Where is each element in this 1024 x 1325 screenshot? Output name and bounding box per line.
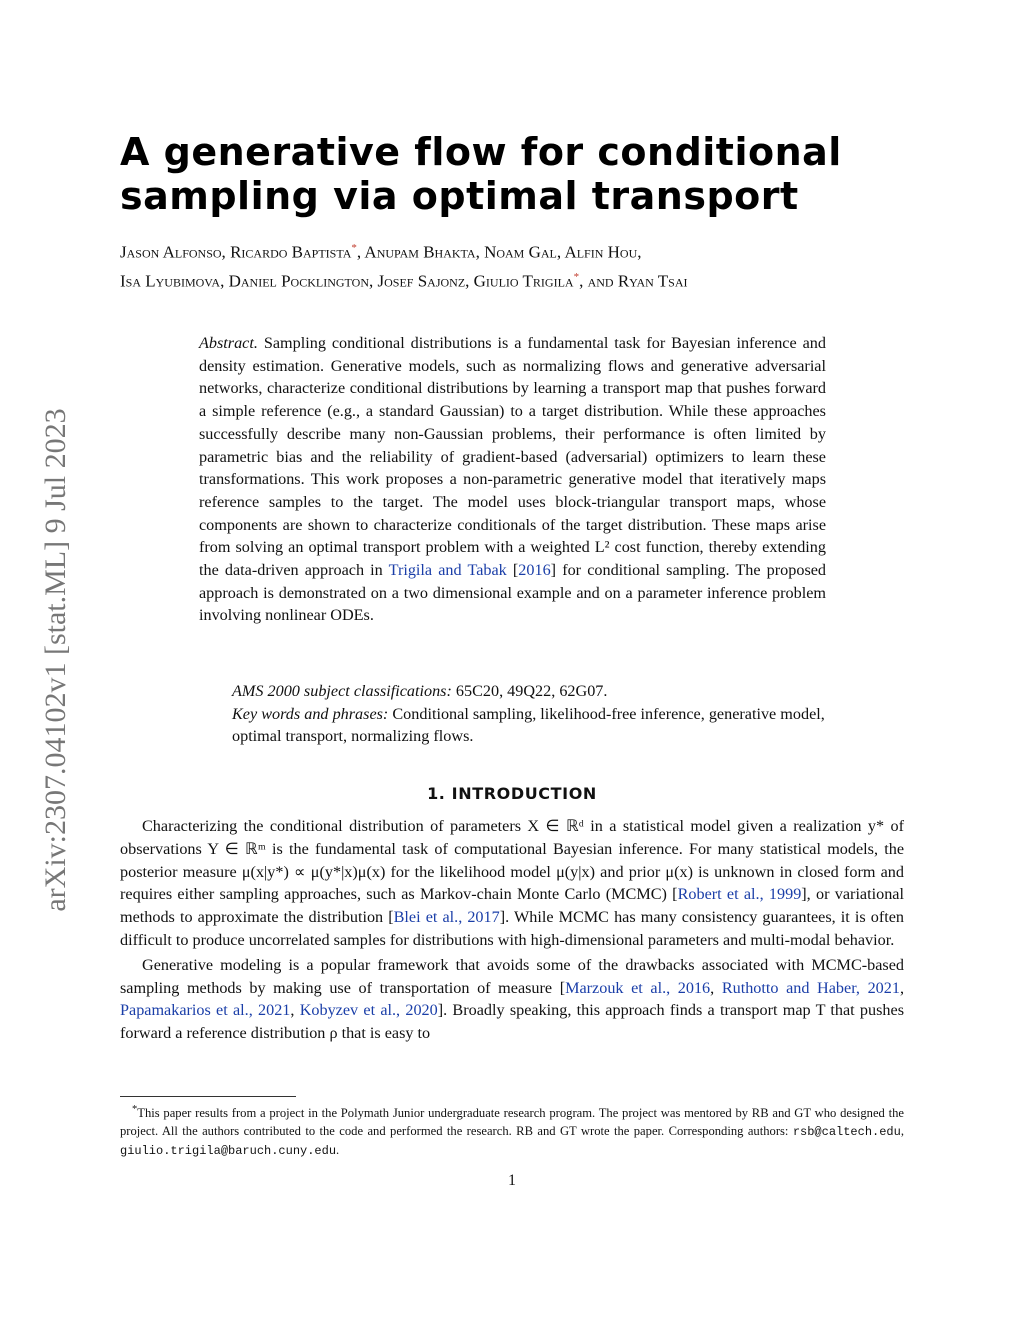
author-line-2: Isa Lyubimova, Daniel Pocklington, Josef Sajonz, Giulio Trigila*, and Ryan Tsai <box>120 270 688 291</box>
title-line-2: sampling via optimal transport <box>120 174 799 218</box>
intro-paragraph-1: Characterizing the conditional distribution of parameters X ∈ ℝᵈ in a statistical model given a realization y* of observations Y ∈ ℝᵐ is the fundamental task of computational Bayesian inference. For many statistical models, the posterior measure μ(x|y*) ∝ μ(y*|x)μ(x) for the likelihood model μ(y|x) and prior μ(x) is unknown in closed form and requires either sampling approaches, such as Markov-chain Monte Carlo (MCMC) [Robert et al., 1999], or variational methods to approximate the distribution [Blei et al., 2017]. While MCMC has many consistency guarantees, it is often difficult to produce uncorrelated samples for distributions with high-dimensional parameters and multi-modal behavior. <box>120 817 904 949</box>
footnote-mark: * <box>132 1104 138 1115</box>
page-number: 1 <box>508 1172 516 1189</box>
citation-link[interactable]: Papamakarios et al., 2021 <box>120 1001 291 1020</box>
email-link[interactable]: rsb@caltech.edu <box>792 1125 901 1140</box>
citation-link[interactable]: 2016 <box>518 561 551 580</box>
classifications <box>232 680 826 748</box>
footnote-star[interactable]: * <box>351 242 357 254</box>
footnote-divider <box>120 1096 296 1097</box>
citation-link[interactable]: Robert et al., 1999 <box>677 885 802 904</box>
intro-paragraph-2: Generative modeling is a popular framework that avoids some of the drawbacks associated with MCMC-based sampling methods by making use of transportation of measure [Marzouk et al., 2016, Ruthotto and Haber, 2021, Papamakarios et al., 2021, Kobyzev et al., 2020]. Broadly speaking, this approach finds a transport map T that pushes forward a reference distribution ρ that is easy to <box>120 955 905 1043</box>
citation-link[interactable]: Blei et al., 2017 <box>393 908 500 927</box>
paper-title <box>120 130 880 218</box>
footnote: *This paper results from a project in the Polymath Junior undergraduate research program. The project was mentored by RB and GT who designed the project. All the authors contributed to the code and performed the research. RB and GT wrote the paper. Corresponding authors: rsb@caltech.edu, giulio.trigila@baruch.cuny.edu. <box>120 1104 904 1159</box>
ams-classification: AMS 2000 subject classifications: 65C20, 49Q22, 62G07. <box>232 682 608 700</box>
abstract-label: Abstract. <box>199 334 258 352</box>
title-line-1: A generative flow for conditional <box>120 130 842 174</box>
section-heading: 1. INTRODUCTION <box>427 784 597 803</box>
abstract: Abstract. Sampling conditional distributions is a fundamental task for Bayesian inference and density estimation. Generative models, such as normalizing flows and generative adversarial networks, characterize conditional distributions by learning a transport map that pushes forward a simple reference (e.g., a standard Gaussian) to a target distribution. While these approaches successfully describe many non-Gaussian problems, their performance is often limited by parametric bias and the reliability of gradient-based (adversarial) optimizers to learn these transformations. This work proposes a non-parametric generative model that iteratively maps reference samples to the target. The model uses block-triangular transport maps, whose components are shown to characterize conditionals of the target distribution. These maps arise from solving an optimal transport problem with a weighted L² cost function, thereby extending the data-driven approach in Trigila and Tabak [2016] for conditional sampling. The proposed approach is demonstrated on a two dimensional example and on a parameter inference problem involving nonlinear ODEs. <box>199 334 827 625</box>
email-link[interactable]: giulio.trigila@baruch.cuny.edu <box>120 1144 337 1159</box>
corresponding-author: Ricardo Baptista <box>230 242 352 262</box>
introduction-body <box>120 815 904 1045</box>
author-list <box>120 236 920 293</box>
author-line-1: Jason Alfonso, Ricardo Baptista*, Anupam Bhakta, Noam Gal, Alfin Hou, <box>120 242 642 262</box>
citation-link[interactable]: Marzouk et al., 2016 <box>565 978 711 997</box>
citation-link[interactable]: Kobyzev et al., 2020 <box>299 1001 438 1020</box>
citation-link[interactable]: Ruthotto and Haber, 2021 <box>721 978 900 997</box>
footnote-star[interactable]: * <box>573 270 580 283</box>
keywords: Key words and phrases: Conditional sampling, likelihood-free inference, generative model, optimal transport, normalizing flows. <box>232 704 825 745</box>
arxiv-identifier: arXiv:2307.04102v1 [stat.ML] 9 Jul 2023 <box>39 408 72 912</box>
citation-link[interactable]: Trigila and Tabak <box>388 561 507 580</box>
